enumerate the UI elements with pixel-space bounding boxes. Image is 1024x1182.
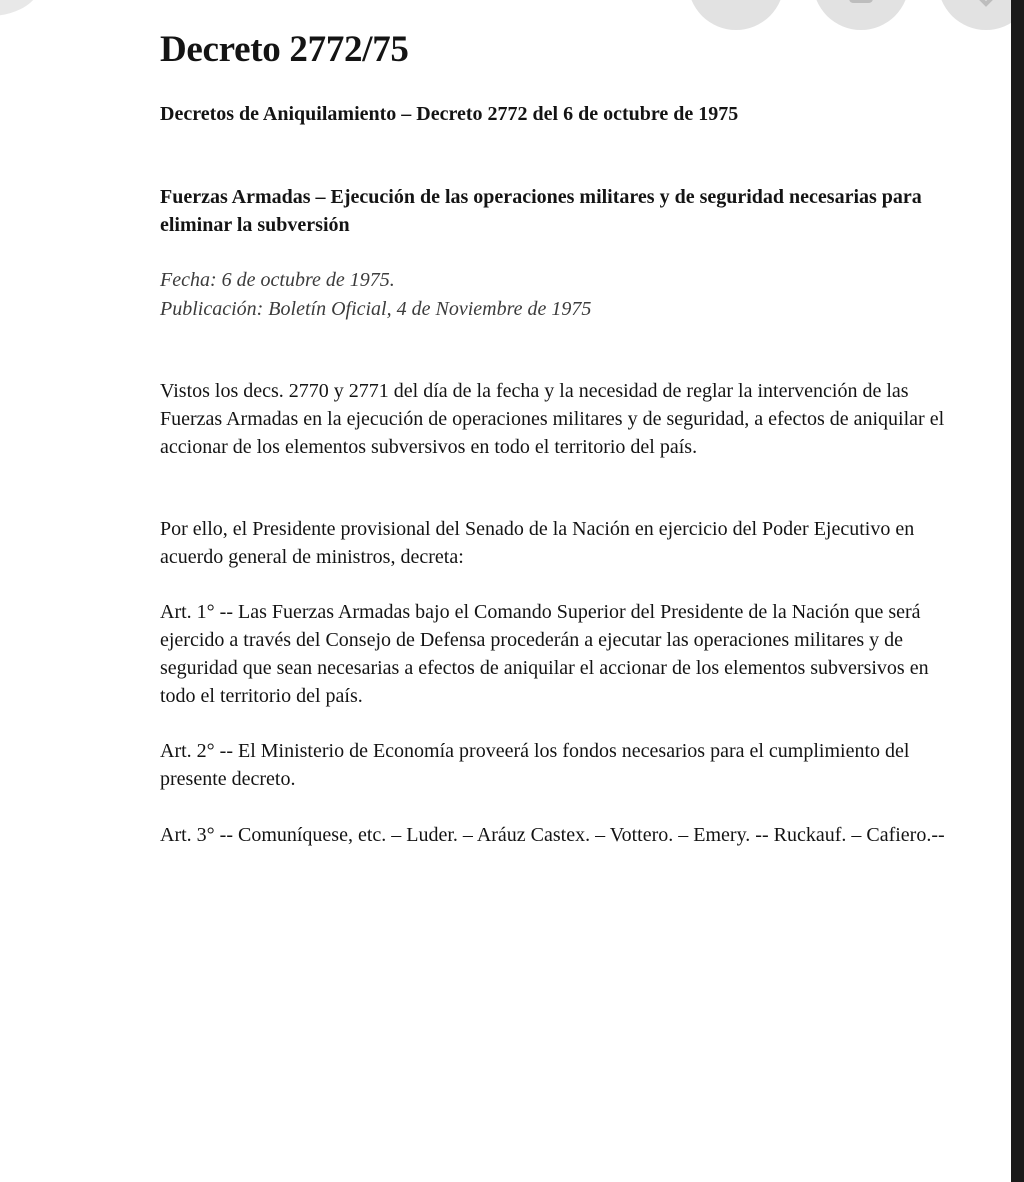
screen-edge: [1011, 0, 1024, 1182]
paragraph-vistos: Vistos los decs. 2770 y 2771 del día de la fecha y la necesidad de reglar la intervención de las Fuerzas Armadas en la ejecución de operaciones militares y de seguridad, a efectos de aniquilar el accionar de los elementos subversivos en todo el territorio del país.: [160, 380, 945, 458]
article-2: Art. 2° -- El Ministerio de Economía proveerá los fondos necesarios para el cumplimiento del presente decreto.: [160, 740, 910, 790]
link-icon: [716, 0, 756, 16]
document-title: Decreto 2772/75: [160, 29, 409, 70]
document-subtitle: Decretos de Aniquilamiento – Decreto 2772 del 6 de octubre de 1975: [160, 103, 739, 125]
document-heading: Fuerzas Armadas – Ejecución de las operaciones militares y de seguridad necesarias para eliminar la subversión: [160, 186, 922, 236]
paragraph-decreta: Por ello, el Presidente provisional del Senado de la Nación en ejercicio del Poder Ejecutivo en acuerdo general de ministros, decreta:: [160, 518, 915, 568]
bookmark-button[interactable]: [813, 0, 909, 30]
document-meta: [160, 266, 960, 324]
bookmark-icon: [841, 0, 881, 16]
publication-line: Publicación: Boletín Oficial, 4 de Noviembre de 1975: [160, 298, 592, 320]
date-line: Fecha: 6 de octubre de 1975.: [160, 269, 395, 291]
back-button[interactable]: [0, 0, 42, 16]
article-1: Art. 1° -- Las Fuerzas Armadas bajo el Comando Superior del Presidente de la Nación que será ejercido a través del Consejo de Defensa procederán a ejecutar las operaciones militares y de seguridad que sean necesarias a efectos de aniquilar el accionar de los elementos subversivos en todo el territorio del país.: [160, 601, 929, 707]
article-3: Art. 3° -- Comuníquese, etc. – Luder. – Aráuz Castex. – Vottero. – Emery. -- Ruckauf. – Cafiero.--: [160, 824, 945, 846]
link-button[interactable]: [688, 0, 784, 30]
close-icon: [966, 0, 1006, 16]
